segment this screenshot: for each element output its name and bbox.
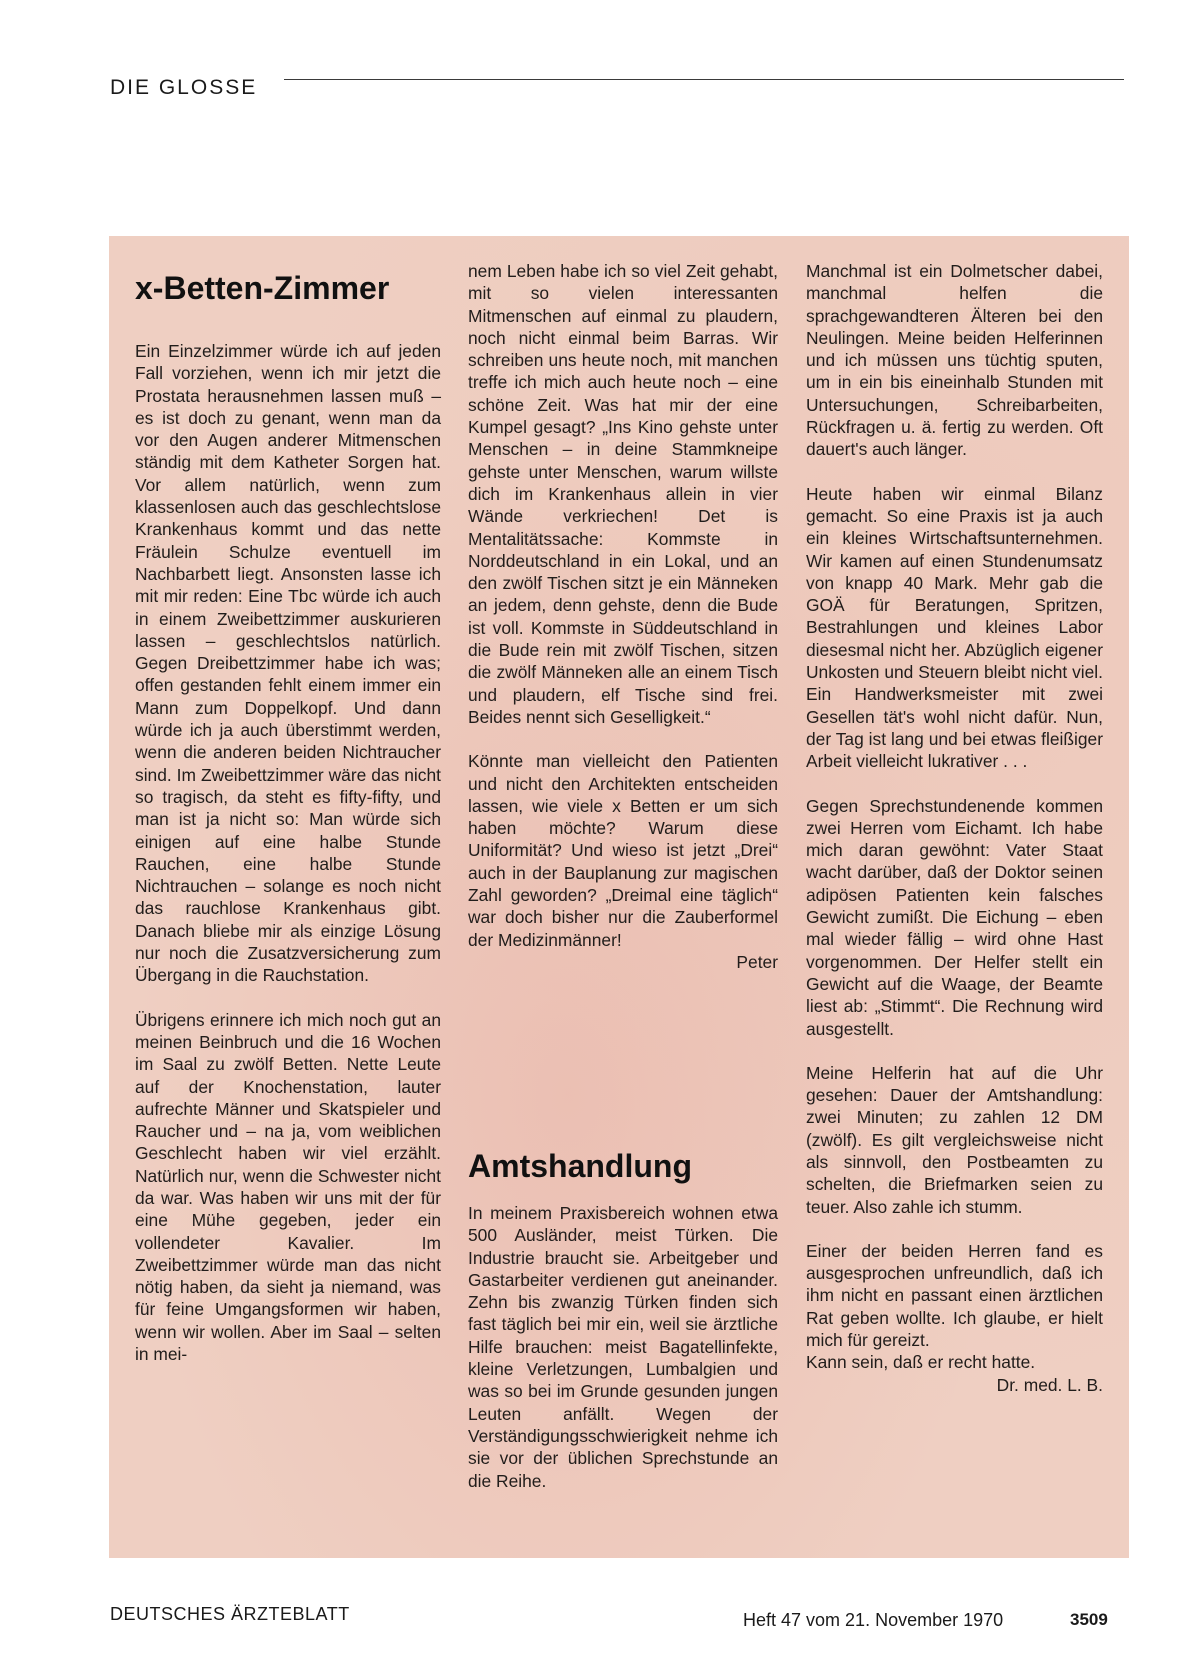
- paragraph: Gegen Sprechstundenende kommen zwei Herren vom Eichamt. Ich habe mich daran gewöhnt: Vater Staat wacht darüber, daß der Doktor seinen adipösen Patienten kein falsches Gewicht zumißt. Die Eichung – eben mal wieder fällig – wird ohne Hast vorgenommen. Der Helfer stellt ein Gewicht auf die Waage, der Beamte liest ab: „Stimmt“. Die Rechnung wird ausgestellt.: [806, 795, 1103, 1039]
- journal-name: DEUTSCHES ÄRZTEBLATT: [110, 1604, 350, 1624]
- author-signature: Dr. med. L. B.: [996, 1374, 1103, 1395]
- paragraph: Ein Einzelzimmer würde ich auf jeden Fall vorziehen, wenn ich mir jetzt die Prostata herausnehmen lassen muß – es ist doch zu genant, wenn man da vor den Augen anderer Mitmenschen ständig mit dem Katheter Sorgen hat. Vor allem natürlich, wenn zum klassenlosen auch das geschlechtslose Krankenhaus kommt und das nette Fräulein Schulze eventuell im Nachbarbett liegt. Ansonsten lasse ich mit mir reden: Eine Tbc würde ich auch in einem Zweibettzimmer auskurieren lassen – geschlechtslos natürlich. Gegen Dreibettzimmer habe ich was; offen gestanden fehlt einem immer ein Mann zum Doppelkopf. Und dann würde ich ja auch überstimmt werden, wenn die anderen beiden Nichtraucher sind. Im Zweibettzimmer wäre das nicht so tragisch, da steht es fifty-fifty, und man ist ja nicht so: Man würde sich einigen auf eine halbe Stunde Rauchen, eine halbe Stunde Nichtrauchen – solange es noch nicht das rauchlose Krankenhaus gibt. Danach bliebe mir als einzige Lösung nur noch die Zusatzversicherung zum Übergang in die Rauchstation.: [135, 341, 441, 986]
- column-2: [468, 236, 778, 1558]
- page-number: 3509: [1070, 1610, 1108, 1629]
- paragraph: Meine Helferin hat auf die Uhr gesehen: Dauer der Amtshandlung: zwei Minuten; zu zahlen 12 DM (zwölf). Es gilt vergleichsweise nicht als sinnvoll, den Postbeamten zu schelten, die Briefmarken seien zu teuer. Also zahle ich stumm.: [806, 1062, 1103, 1217]
- article-body: [468, 1202, 778, 1492]
- article-page: [109, 236, 1129, 1558]
- article-body: [468, 260, 778, 973]
- paragraph-text: Einer der beiden Herren fand es ausgesprochen unfreundlich, daß ich ihm nicht en passant einen ärztlichen Rat geben wollte. Ich glaube, er hielt mich für gereizt.: [806, 1240, 1103, 1351]
- article-body: [135, 340, 441, 1365]
- paragraph: Heute haben wir einmal Bilanz gemacht. So eine Praxis ist ja auch ein kleines Wirtschaftsunternehmen. Wir kamen auf einen Stundenumsatz von knapp 40 Mark. Mehr gab die GOÄ für Beratungen, Spritzen, Bestrahlungen und kleines Labor diesesmal nicht her. Abzüglich eigener Unkosten und Steuern bleibt nicht viel. Ein Handwerksmeister mit zwei Gesellen tät's wohl nicht dafür. Nun, der Tag ist lang und bei etwas fleißiger Arbeit vielleicht lukrativer . . .: [806, 483, 1103, 772]
- paragraph: Übrigens erinnere ich mich noch gut an meinen Beinbruch und die 16 Wochen im Saal zu zwölf Betten. Nette Leute auf der Knochenstation, lauter aufrechte Männer und Skatspieler und Raucher und – na ja, vom weiblichen Geschlecht haben wir viel erzählt. Natürlich nur, wenn die Schwester nicht da war. Was haben wir uns mit der für eine Mühe gegeben, jeder ein vollendeter Kavalier. Im Zweibettzimmer würde man das nicht nötig haben, da sieht ja niemand, was für feine Umgangsformen wir haben, wenn wir wollen. Aber im Saal – selten in mei-: [135, 1009, 441, 1365]
- column-1: [135, 236, 441, 1558]
- paragraph-text: Könnte man vielleicht den Patienten und nicht den Architekten entscheiden lassen, wie viele x Betten er um sich haben möchte? Warum diese Uniformität? Und wieso ist jetzt „Drei“ auch in der Bauplanung zur magischen Zahl geworden? „Dreimal eine täglich“ war doch bisher nur die Zauberformel der Medizinmänner!: [468, 751, 778, 950]
- paragraph: [468, 750, 778, 973]
- author-signature: Peter: [736, 951, 778, 972]
- paragraph-text: Kann sein, daß er recht hatte.: [806, 1352, 1036, 1373]
- header-rule: [284, 79, 1124, 80]
- issue-info: Heft 47 vom 21. November 1970: [743, 1610, 1004, 1630]
- column-3: [806, 236, 1103, 1558]
- article-title-betten-zimmer: x-Betten-Zimmer: [135, 270, 390, 306]
- article-body: [806, 260, 1103, 1396]
- section-label: DIE GLOSSE: [110, 76, 258, 99]
- paragraph: In meinem Praxisbereich wohnen etwa 500 Ausländer, meist Türken. Die Industrie braucht sie. Arbeitgeber und Gastarbeiter verdienen gut aneinander. Zehn bis zwanzig Türken finden sich fast täglich bei mir ein, weil sie ärztliche Hilfe brauchen: meist Bagatellinfekte, kleine Verletzungen, Lumbalgien und was so bei im Grunde gesunden jungen Leuten anfällt. Wegen der Verständigungsschwierigkeit nehme ich sie vor der üblichen Sprechstunde an die Reihe.: [468, 1203, 778, 1491]
- paragraph: nem Leben habe ich so viel Zeit gehabt, mit so vielen interessanten Mitmenschen auf einmal zu plaudern, noch nicht einmal beim Barras. Wir schreiben uns heute noch, mit manchen treffe ich mich auch heute noch – eine schöne Zeit. Was hat mir der eine Kumpel gesagt? „Ins Kino gehste unter Menschen – in deine Stammkneipe gehste unter Menschen, warum willste dich im Krankenhaus allein in vier Wände verkriechen! Det is Mentalitätssache: Kommste in Norddeutschland in ein Lokal, und an den zwölf Tischen sitzt je ein Männeken an jedem, denn gehste, denn die Bude ist voll. Kommste in Süddeutschland in die Bude rein mit zwölf Tischen, sitzen die zwölf Männeken alle an einem Tisch und plaudern, elf Tische sind frei. Beides nennt sich Geselligkeit.“: [468, 261, 778, 727]
- paragraph: [806, 1240, 1103, 1396]
- paragraph: Manchmal ist ein Dolmetscher dabei, manchmal helfen die sprachgewandteren Älteren bei den Neulingen. Meine beiden Helferinnen und ich müssen uns tüchtig sputen, um in ein bis eineinhalb Stunden mit Untersuchungen, Schreibarbeiten, Rückfragen u. ä. fertig zu werden. Oft dauert's auch länger.: [806, 261, 1103, 460]
- article-title-amtshandlung: Amtshandlung: [468, 1148, 692, 1184]
